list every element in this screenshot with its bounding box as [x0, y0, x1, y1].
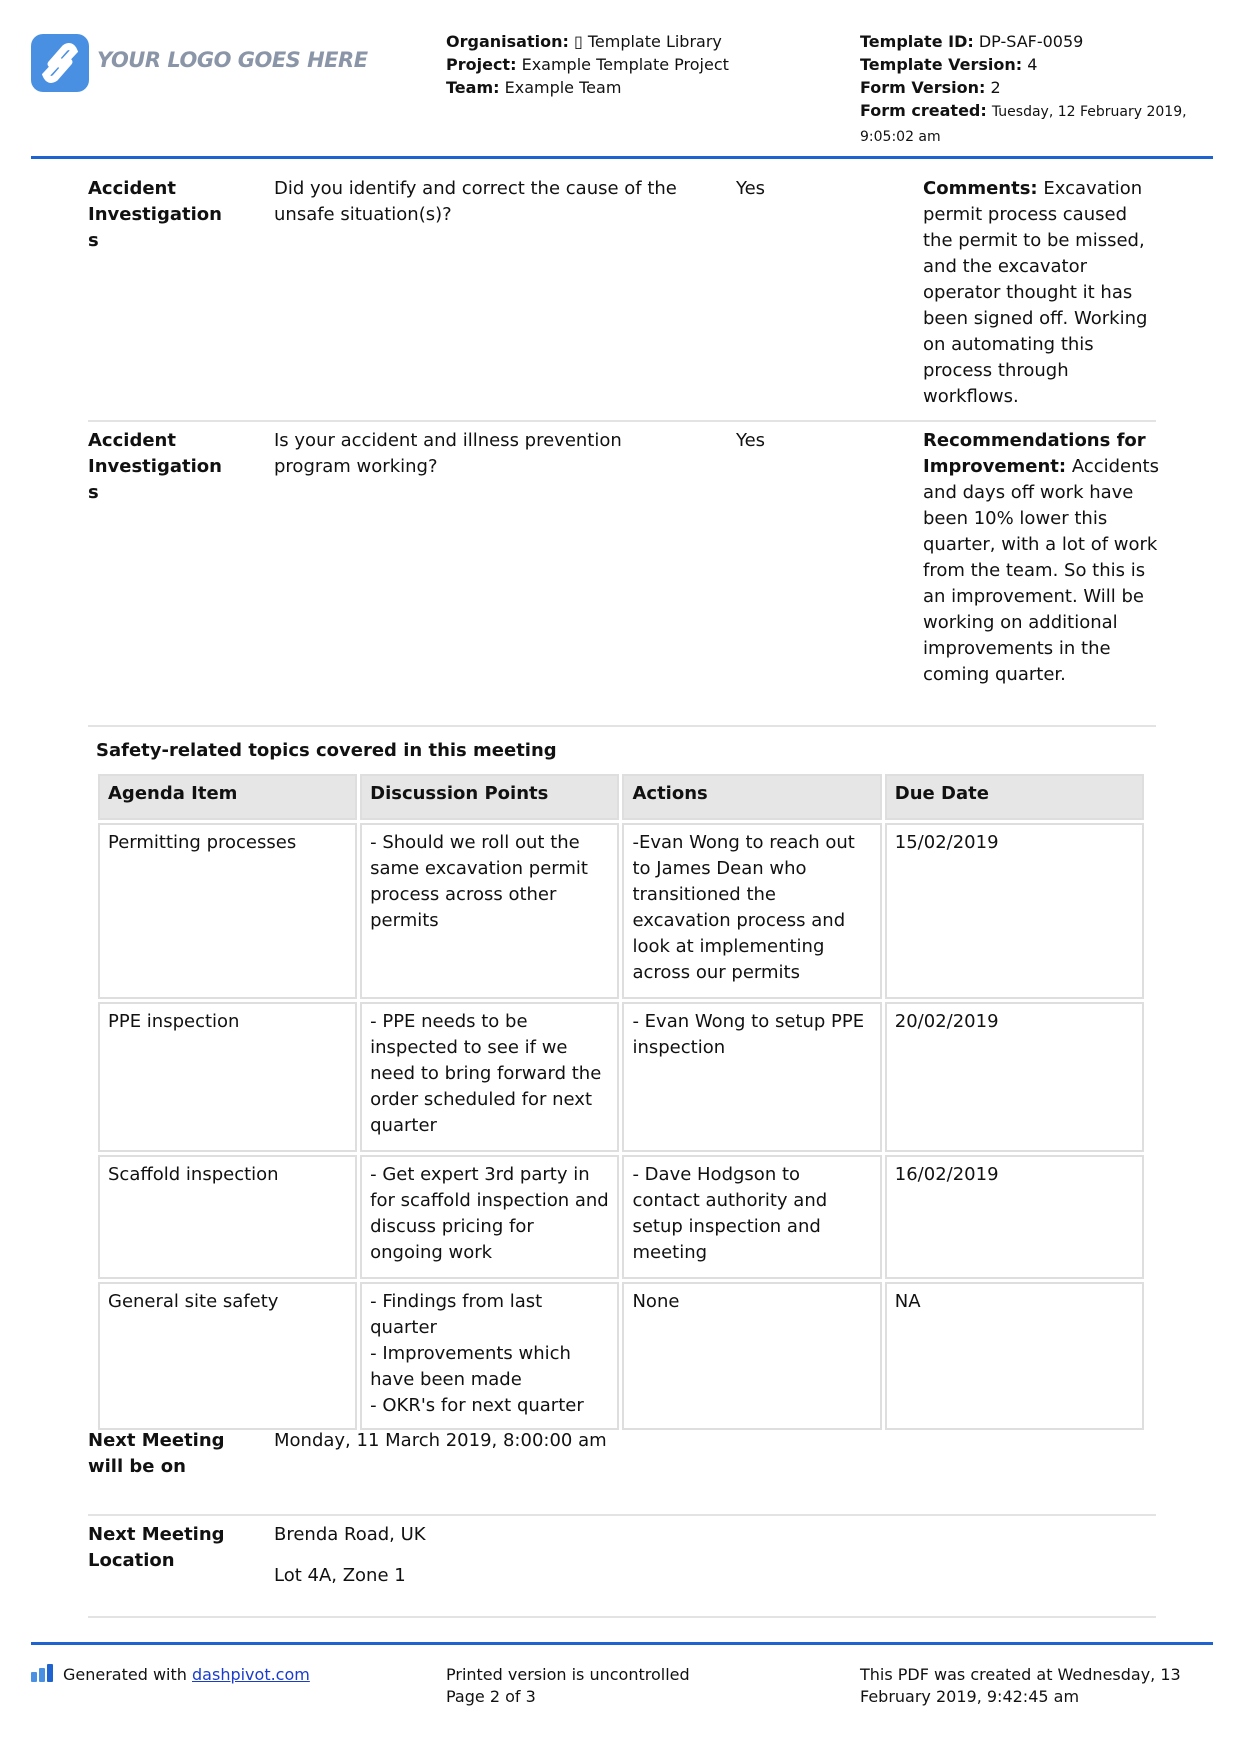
discussion-cell [360, 1155, 619, 1279]
question-answer: Yes [736, 178, 766, 199]
location-line: Lot 4A, Zone 1 [274, 1565, 406, 1586]
actions-cell: None [622, 1282, 881, 1430]
form-created-label: Form created: [860, 101, 987, 120]
template-version-value: 4 [1027, 55, 1038, 74]
due-date-cell: 15/02/2019 [885, 823, 1144, 999]
discussion-cell [360, 1002, 619, 1152]
generated-prefix: Generated with [63, 1665, 187, 1684]
question-row [88, 428, 1159, 727]
table-row [98, 1155, 1144, 1279]
form-version-value: 2 [990, 78, 1001, 97]
generated-with [31, 1664, 310, 1688]
comment-text: Excavation permit process caused the permit to be missed, and the excavator operator thought it has been signed off. Working on automating this process through workflows. [923, 178, 1148, 407]
discussion-point: - Improvements which have been made [370, 1343, 571, 1390]
actions-cell: - Dave Hodgson to contact authority and setup inspection and meeting [622, 1155, 881, 1279]
form-created-value: Tuesday, 12 February 2019, 9:05:02 am [860, 104, 1187, 145]
agenda-item-cell: Scaffold inspection [98, 1155, 357, 1279]
logo-icon [31, 34, 89, 92]
discussion-point: - PPE needs to be inspected to see if we need to bring forward the order scheduled for next quarter [370, 1011, 602, 1136]
footer-divider [31, 1642, 1213, 1645]
table-row [98, 1002, 1144, 1152]
discussion-point: - Findings from last quarter [370, 1291, 543, 1338]
next-meeting-location-row [88, 1522, 1156, 1618]
project-value: Example Template Project [521, 55, 729, 74]
template-id-label: Template ID: [860, 32, 974, 51]
next-meeting-date-row [88, 1428, 1156, 1516]
topics-section-title: Safety-related topics covered in this meeting [96, 740, 557, 761]
question-recommendation [923, 428, 1159, 688]
table-row [98, 823, 1144, 999]
template-version-label: Template Version: [860, 55, 1023, 74]
discussion-point: - Get expert 3rd party in for scaffold inspection and discuss pricing for ongoing work [370, 1164, 609, 1263]
column-header-agenda-item: Agenda Item [98, 774, 357, 820]
organisation-value: ▯ Template Library [573, 32, 722, 51]
discussion-cell [360, 823, 619, 999]
next-meeting-date-label: Next Meeting will be on [88, 1430, 225, 1477]
table-header-row [98, 774, 1144, 820]
actions-cell: - Evan Wong to setup PPE inspection [622, 1002, 881, 1152]
dashpivot-link[interactable]: dashpivot.com [192, 1665, 310, 1684]
organisation-label: Organisation: [446, 32, 569, 51]
header-template-info [860, 30, 1220, 149]
question-category: Accident Investigation s [88, 430, 222, 503]
question-comment [923, 176, 1159, 410]
company-logo [31, 34, 368, 94]
due-date-cell: 16/02/2019 [885, 1155, 1144, 1279]
project-label: Project: [446, 55, 517, 74]
question-answer: Yes [736, 430, 766, 451]
team-value: Example Team [504, 78, 622, 97]
discussion-point: - Should we roll out the same excavation permit process across other permits [370, 832, 588, 931]
discussion-cell [360, 1282, 619, 1430]
topics-table [95, 771, 1147, 1433]
recommendation-text: Accidents and days off work have been 10% lower this quarter, with a lot of work from the team. So this is an improvement. Will be working on additional improvements in the coming quarter. [923, 456, 1159, 685]
template-id-value: DP-SAF-0059 [978, 32, 1084, 51]
pdf-created-at: This PDF was created at Wednesday, 13 February 2019, 9:42:45 am [860, 1665, 1181, 1706]
recommendation-label: Recommendations for Improvement: [923, 430, 1146, 477]
comment-label: Comments: [923, 178, 1038, 199]
next-meeting-date-value: Monday, 11 March 2019, 8:00:00 am [274, 1430, 607, 1451]
question-text: Did you identify and correct the cause of the unsafe situation(s)? [274, 178, 677, 225]
team-label: Team: [446, 78, 500, 97]
logo-text: YOUR LOGO GOES HERE [97, 48, 368, 72]
table-row [98, 1282, 1144, 1430]
column-header-actions: Actions [622, 774, 881, 820]
actions-cell: -Evan Wong to reach out to James Dean who transitioned the excavation process and look at implementing across our permits [622, 823, 881, 999]
header-org-info [446, 30, 729, 99]
column-header-discussion-points: Discussion Points [360, 774, 619, 820]
location-line: Brenda Road, UK [274, 1524, 426, 1545]
header-divider [31, 156, 1213, 159]
form-version-label: Form Version: [860, 78, 986, 97]
agenda-item-cell: General site safety [98, 1282, 357, 1430]
discussion-point: - OKR's for next quarter [370, 1395, 584, 1416]
page-header [0, 0, 1239, 160]
page-number: Page 2 of 3 [446, 1687, 536, 1706]
agenda-item-cell: PPE inspection [98, 1002, 357, 1152]
dashpivot-bars-icon [31, 1664, 55, 1688]
question-category: Accident Investigation s [88, 178, 222, 251]
agenda-item-cell: Permitting processes [98, 823, 357, 999]
next-meeting-location-label: Next Meeting Location [88, 1524, 225, 1571]
question-text: Is your accident and illness prevention program working? [274, 430, 622, 477]
due-date-cell: 20/02/2019 [885, 1002, 1144, 1152]
question-row [88, 176, 1156, 422]
due-date-cell: NA [885, 1282, 1144, 1430]
uncontrolled-notice: Printed version is uncontrolled [446, 1665, 690, 1684]
footer-print-info [446, 1664, 690, 1708]
column-header-due-date: Due Date [885, 774, 1144, 820]
next-meeting-location-value [274, 1522, 1074, 1589]
